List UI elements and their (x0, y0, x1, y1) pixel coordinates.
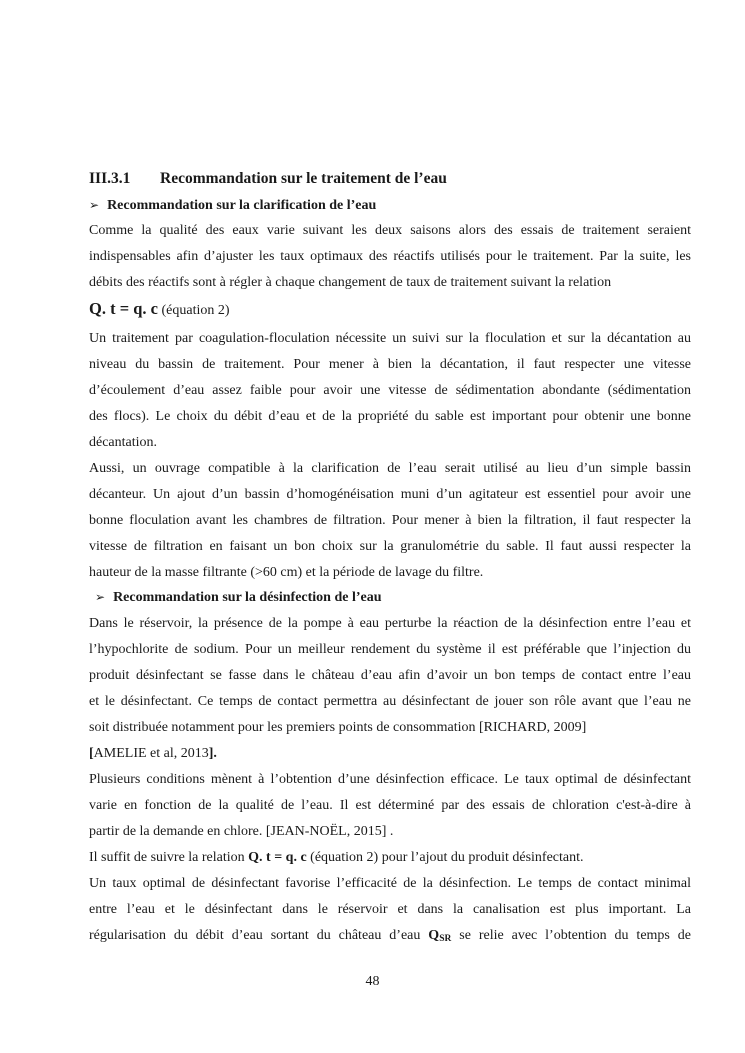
flow-subscript: SR (439, 934, 452, 944)
equation: Q. t = q. c (248, 850, 307, 865)
clarification-paragraph-1 (89, 218, 691, 322)
text-fragment: Il suffit de suivre la relation (89, 850, 249, 865)
disinfection-paragraph-2 (89, 767, 691, 871)
text-line: décantation. (89, 435, 158, 450)
equation-ref: (équation 2) (161, 303, 230, 318)
section-title: Recommandation sur le traitement de l’eau (160, 170, 447, 187)
clarification-paragraph-3 (89, 456, 691, 586)
text-line: décanteur. Un ajout d’un bassin d’homogénéisation muni d’un agitateur est essentiel pour avoir une (89, 487, 691, 502)
clarification-heading-text: Recommandation sur la clarification de l’eau (107, 198, 377, 213)
text-line: vitesse de filtration en faisant un bon choix sur la granulométrie du sable. Il faut aussi respecter la (89, 539, 691, 554)
text-line: Comme la qualité des eaux varie suivant les deux saisons alors des essais de traitement seraient (89, 223, 691, 238)
text-line: entre l’eau et le désinfectant dans le réservoir et dans la canalisation est plus important. La (89, 902, 691, 917)
text-line (89, 923, 691, 949)
text-fragment: régularisation du débit d’eau sortant du château d’eau (89, 928, 429, 943)
text-line: Dans le réservoir, la présence de la pompe à eau perturbe la réaction de la désinfection entre l’eau et (89, 616, 691, 631)
clarification-paragraph-2 (89, 326, 691, 456)
disinfection-heading-text: Recommandation sur la désinfection de l’eau (113, 590, 382, 605)
disinfection-heading (95, 590, 382, 606)
text-line: des flocs). Le choix du débit d’eau et de la propriété du sable est important pour obtenir une bonne (89, 409, 691, 424)
clarification-heading (89, 198, 376, 214)
text-line: produit désinfectant se fasse dans le château d’eau afin d’avoir un bon temps de contact entre l’eau (89, 668, 691, 683)
reference-bracket: ]. (208, 746, 217, 761)
section-number: III.3.1 (89, 170, 131, 187)
text-line: indispensables afin d’ajuster les taux optimaux des réactifs utilisés pour le traitement. Par la suite, les (89, 249, 691, 264)
text-line: Un taux optimal de désinfectant favorise l’efficacité de la désinfection. Le temps de contact minimal (89, 876, 691, 891)
reference-text: AMELIE et al, 2013 (93, 746, 209, 761)
text-line: bonne floculation avant les chambres de filtration. Pour mener à bien la filtration, il faut respecter la (89, 513, 691, 528)
section-heading (89, 170, 447, 188)
text-line: varie en fonction de la qualité de l’eau. Il est déterminé par des essais de chloration c'est-à-dire à (89, 798, 691, 813)
text-line: Aussi, un ouvrage compatible à la clarification de l’eau serait utilisé au lieu d’un simple bassin (89, 461, 691, 476)
text-fragment: (équation 2) pour l’ajout du produit désinfectant. (306, 850, 584, 865)
disinfection-paragraph-1 (89, 611, 691, 767)
text-line: niveau du bassin de traitement. Pour mener à bien la décantation, il faut respecter une vitesse (89, 357, 691, 372)
text-line: débits des réactifs sont à régler à chaque changement de taux de traitement suivant la relation (89, 275, 612, 290)
text-line: partir de la demande en chlore. [JEAN-NOËL, 2015] . (89, 824, 394, 839)
text-line: Un traitement par coagulation-floculation nécessite un suivi sur la floculation et sur la décantation au (89, 331, 691, 346)
text-fragment: se relie avec l’obtention du temps de (451, 928, 691, 943)
disinfection-paragraph-4 (89, 871, 691, 949)
arrow-bullet-icon: ➢ (89, 198, 100, 212)
text-line: et le désinfectant. Ce temps de contact permettra au désinfectant de jouer son rôle avant que l’eau ne (89, 694, 691, 709)
flow-symbol: Q (428, 928, 440, 943)
equation: Q. t = q. c (89, 299, 158, 318)
text-line: hauteur de la masse filtrante (>60 cm) et la période de lavage du filtre. (89, 565, 484, 580)
reference-line (89, 741, 691, 767)
text-line: soit distribuée notamment pour les premiers points de consommation [RICHARD, 2009] (89, 720, 587, 735)
text-line: Plusieurs conditions mènent à l’obtention d’une désinfection efficace. Le taux optimal de désinfectant (89, 772, 691, 787)
reference-bracket: [ (89, 746, 94, 761)
arrow-bullet-icon: ➢ (95, 590, 106, 604)
equation-line (89, 296, 691, 322)
page-number: 48 (365, 974, 380, 989)
equation-relation-line (89, 845, 691, 871)
text-line: l’hypochlorite de sodium. Pour un meilleur rendement du système il est préférable que l’injection du (89, 642, 691, 657)
text-line: d’écoulement d’eau assez faible pour avoir une vitesse de sédimentation abondante (sédimentation (89, 383, 691, 398)
